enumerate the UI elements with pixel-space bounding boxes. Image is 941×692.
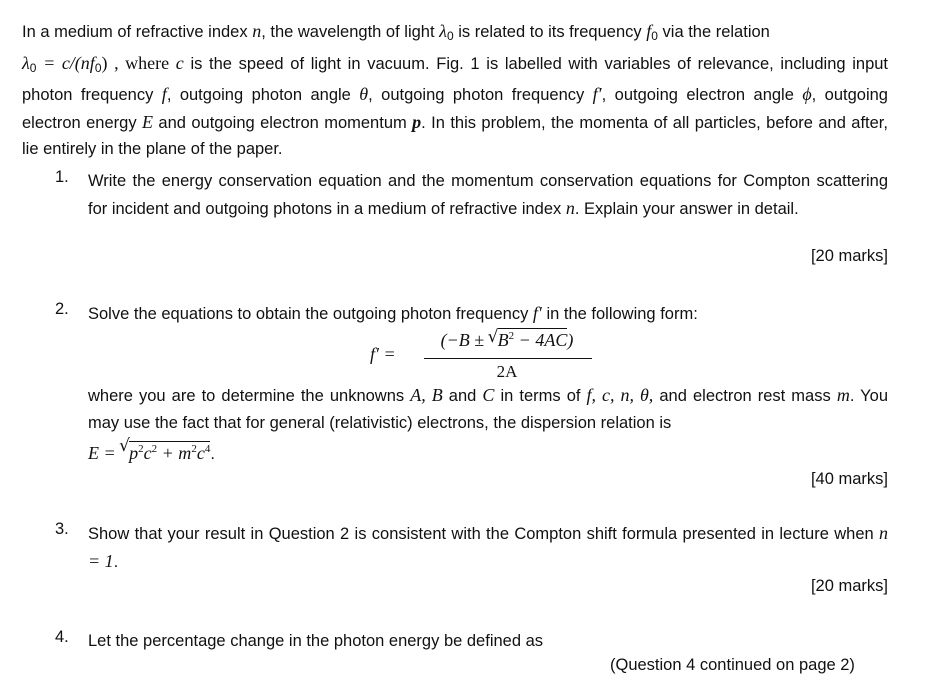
formula-numerator-close: ) (567, 330, 574, 350)
math-E: E = (88, 443, 121, 463)
question-number: 1. (55, 168, 69, 186)
intro-text: , outgoing electron angle (601, 86, 803, 104)
marks-label: [20 marks] (810, 247, 888, 265)
math-c: c (143, 443, 152, 463)
question-text (88, 300, 888, 328)
math-phi: ϕ (802, 84, 812, 104)
continued-note: (Question 4 continued on page 2) (610, 656, 855, 674)
math-subscript: 0 (651, 29, 658, 43)
math-subscript: 0 (446, 29, 454, 43)
math-f-prime: f′ (532, 303, 542, 323)
math-lambda: λ (439, 21, 447, 41)
math-c: c (196, 443, 205, 463)
math-exponent: 4 (204, 443, 211, 455)
math-lambda: λ (22, 52, 30, 73)
math-relation-end: ) , where (101, 52, 176, 73)
dispersion-relation (88, 445, 215, 463)
sqrt-icon (120, 436, 210, 467)
question-text-part: . (113, 552, 119, 571)
math-f: f (646, 21, 652, 41)
radicand (129, 441, 210, 463)
math-f: f (161, 84, 167, 104)
intro-text: , outgoing electron energy (22, 86, 888, 132)
marks-label: [20 marks] (810, 577, 888, 595)
question-text (88, 168, 888, 222)
intro-text: , outgoing photon frequency (368, 86, 593, 104)
math-variables: f, c, n, θ, (586, 385, 654, 405)
intro-text: is the speed of light in vacuum. Fig. 1 is labelled with variables of relevance, including input photon frequency (22, 54, 889, 104)
math-p: p (129, 443, 139, 463)
math-m: m (836, 385, 850, 405)
formula-numerator-open: (−B ± (440, 330, 489, 350)
question-text (88, 628, 888, 655)
question-text-part: and electron rest mass (653, 387, 837, 405)
math-relation: = c/(nf (36, 52, 95, 73)
radicand (498, 328, 568, 350)
math-B: B (497, 330, 509, 350)
marks-label: [40 marks] (810, 470, 888, 488)
formula-lhs: f′ = (370, 344, 396, 364)
question-text-part: Solve the equations to obtain the outgoing photon frequency (88, 305, 533, 323)
formula-denominator: 2A (496, 362, 518, 381)
math-theta: θ (359, 84, 369, 104)
question-text-part: in terms of (494, 387, 587, 405)
question-text-part: Show that your result in Question 2 is consistent with the Compton shift formula presented in lecture when (88, 525, 879, 543)
math-4AC: − 4AC (514, 330, 568, 350)
question-text-part: Write the energy conservation equation and the momentum conservation equations for Compton scattering for incident and outgoing photons in a medium of refractive index (88, 172, 888, 218)
math-f-prime: f′ (592, 84, 602, 104)
math-AB: A, B (410, 385, 443, 405)
question-text-part: . Explain your answer in detail. (574, 199, 799, 218)
math-exponent: 2 (508, 330, 515, 342)
math-E: E (142, 111, 153, 132)
math-c: c (175, 52, 184, 73)
intro-paragraph (22, 18, 888, 163)
math-C: C (482, 385, 495, 405)
question-text-part: where you are to determine the unknowns (88, 387, 411, 405)
question-number: 2. (55, 300, 69, 318)
math-n: n (565, 197, 575, 218)
question-text-part: . You may use the fact that for general (relativistic) electrons, the dispersion relation is (88, 387, 889, 432)
math-period: . (210, 445, 215, 463)
intro-text: , outgoing photon angle (166, 86, 360, 104)
math-exponent: 2 (191, 443, 197, 455)
math-subscript: 0 (29, 60, 37, 75)
sqrt-icon (489, 330, 568, 351)
intro-text: and outgoing electron momentum (153, 113, 413, 132)
math-exponent: 2 (138, 443, 144, 455)
question-text (88, 382, 888, 468)
formula-numerator (422, 330, 592, 351)
intro-text: is related to its frequency (453, 23, 647, 41)
intro-text: via the relation (657, 23, 770, 41)
question-text-part: and (442, 387, 483, 405)
math-n-equals-1: n = 1 (88, 523, 888, 571)
question-text (88, 520, 888, 575)
intro-text: In a medium of refractive index (22, 23, 253, 41)
math-m: + m (157, 443, 192, 463)
question-number: 4. (55, 628, 69, 646)
math-subscript: 0 (94, 60, 102, 75)
question-text-part: in the following form: (541, 305, 698, 323)
intro-text: . In this problem, the momenta of all particles, before and after, lie entirely in the plane of the paper. (22, 113, 888, 158)
frequency-formula (370, 330, 610, 386)
question-text-part: Let the percentage change in the photon energy be defined as (88, 632, 544, 650)
math-n: n (252, 21, 262, 41)
fraction-bar (424, 358, 592, 359)
intro-text: , the wavelength of light (261, 23, 440, 41)
math-exponent: 2 (151, 443, 158, 455)
question-number: 3. (55, 520, 69, 538)
math-p-bold: p (412, 111, 422, 132)
